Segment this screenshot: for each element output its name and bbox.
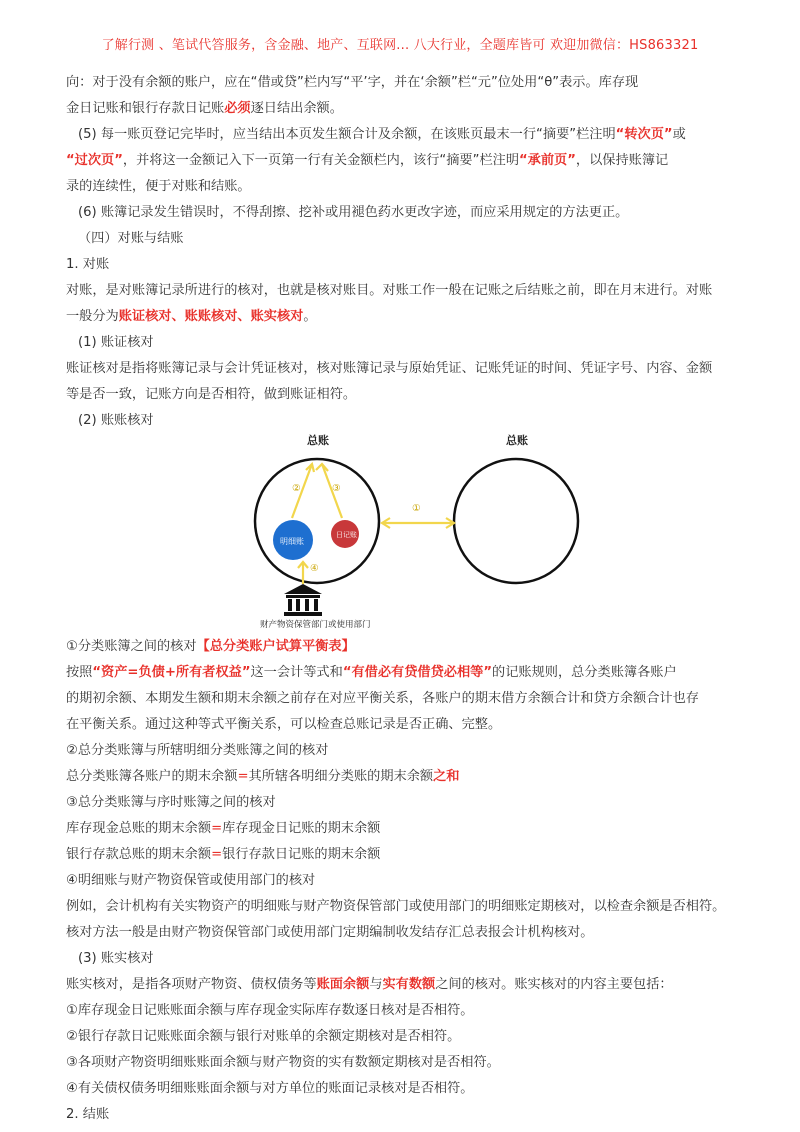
step-1-label: ①: [412, 503, 421, 514]
list-item: ③各项财产物资明细账账面余额与财产物资的实有数额定期核对是否相符。: [66, 1055, 500, 1070]
step-3-label: ③: [332, 483, 341, 494]
text-line: 对账，是对账簿记录所进行的核对，也就是核对账目。对账工作一般在记账之后结账之前，即在月末进行。对账: [66, 283, 713, 298]
department-label: 财产物资保管部门或使用部门: [260, 620, 371, 630]
text-line: ③总分类账簿与序时账簿之间的核对: [66, 795, 276, 810]
diagram-graphic: [66, 434, 746, 634]
text-line: 库存现金总账的期末余额=库存现金日记账的期末余额: [66, 821, 381, 836]
text-line: ④明细账与财产物资保管或使用部门的核对: [66, 873, 316, 888]
text-line: 账实核对，是指各项财产物资、债权债务等账面余额与实有数额之间的核对。账实核对的内容主要包括：: [66, 977, 673, 992]
journal-label: 日记账: [336, 531, 357, 539]
text-line: 银行存款总账的期末余额=银行存款日记账的期末余额: [66, 847, 381, 862]
text-line: 向：对于没有余额的账户，应在“借或贷”栏内写“平’字，并在‘余额”栏“元”位处用“θ”表示。库存现: [66, 75, 639, 90]
right-ledger-title: 总账: [506, 434, 528, 447]
text-line: 总分类账簿各账户的期末余额=其所辖各明细分类账的期末余额之和: [66, 769, 460, 784]
document-body: [66, 70, 746, 1128]
detail-ledger-label: 明细账: [280, 537, 304, 546]
subsection-heading: 2. 结账: [66, 1107, 110, 1122]
text-line: 例如，会计机构有关实物资产的明细账与财产物资保管部门或使用部门的明细账定期核对，以检查余额是否相符。: [66, 899, 726, 914]
text-line: 金日记账和银行存款日记账必须逐日结出余额。: [66, 101, 343, 116]
text-line: 一般分为账证核对、账账核对、账实核对。: [66, 309, 317, 324]
item-heading: (3) 账实核对: [78, 951, 154, 966]
text-line: (5) 每一账页登记完毕时，应当结出本页发生额合计及余额，在该账页最末一行“摘要”栏注明“转次页”或: [78, 127, 686, 142]
text-line: 等是否一致，记账方向是否相符，做到账证相符。: [66, 387, 357, 402]
reconciliation-diagram: [66, 434, 746, 634]
text-line: “过次页”，并将这一金额记入下一页第一行有关金额栏内，该行“摘要”栏注明“承前页”，以保持账簿记: [66, 153, 669, 168]
item-heading: (2) 账账核对: [78, 413, 154, 428]
list-item: ④有关债权债务明细账账面余额与对方单位的账面记录核对是否相符。: [66, 1081, 474, 1096]
text-line: 的期初余额、本期发生额和期末余额之前存在对应平衡关系，各账户的期末借方余额合计和贷方余额合计也存: [66, 691, 699, 706]
subsection-heading: 1. 对账: [66, 257, 110, 272]
step-2-label: ②: [292, 483, 301, 494]
list-item: ①库存现金日记账账面余额与库存现金实际库存数逐日核对是否相符。: [66, 1003, 474, 1018]
text-line: ②总分类账簿与所辖明细分类账簿之间的核对: [66, 743, 329, 758]
text-line: 核对方法一般是由财产物资保管部门或使用部门定期编制收发结存汇总表报会计机构核对。: [66, 925, 594, 940]
text-line: 录的连续性，便于对账和结账。: [66, 179, 251, 194]
text-line: 按照“资产=负债+所有者权益”这一会计等式和“有借必有贷借贷必相等”的记账规则，总分类账簿各账户: [66, 665, 677, 680]
ledger-circle-right: [454, 459, 578, 583]
text-line: (6) 账簿记录发生错误时，不得刮擦、挖补或用褪色药水更改字迹，而应采用规定的方法更正。: [78, 205, 629, 220]
section-heading: （四）对账与结账: [78, 231, 184, 246]
left-ledger-title: 总账: [307, 434, 329, 447]
item-heading: (1) 账证核对: [78, 335, 154, 350]
text-line: ①分类账簿之间的核对【总分类账户试算平衡表】: [66, 639, 355, 654]
promo-banner: 了解行测 、笔试代答服务，含金融、地产、互联网... 八大行业，全题库皆可 欢迎加微信：HS863321: [101, 38, 699, 53]
list-item: ②银行存款日记账账面余额与银行对账单的余额定期核对是否相符。: [66, 1029, 461, 1044]
text-line: 在平衡关系。通过这种等式平衡关系，可以检查总账记录是否正确、完整。: [66, 717, 502, 732]
text-line: 账证核对是指将账簿记录与会计凭证核对，核对账簿记录与原始凭证、记账凭证的时间、凭证字号、内容、金额: [66, 361, 713, 376]
step-4-label: ④: [310, 563, 319, 574]
